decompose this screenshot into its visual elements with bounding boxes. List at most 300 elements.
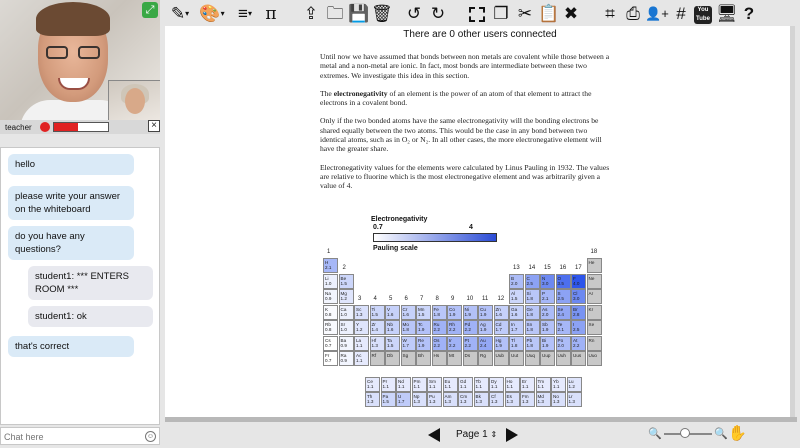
- element-cell: [489, 392, 504, 407]
- element-cell: [339, 351, 354, 366]
- paragraph-definition: The electronegativity of an element is the power of an atom of that element to attract the electrons in a covalent bond.: [320, 88, 592, 108]
- copy-icon[interactable]: ❐: [493, 4, 509, 23]
- element-value: 0.9: [340, 358, 347, 363]
- element-value: 1.1: [356, 342, 363, 348]
- page-navigator: [428, 427, 522, 443]
- horizontal-scrollbar[interactable]: [165, 417, 797, 422]
- element-symbol: Ta: [387, 337, 392, 343]
- element-cell: [370, 305, 385, 320]
- element-cell: [323, 289, 338, 304]
- element-cell: [567, 377, 582, 392]
- chat-input[interactable]: [4, 430, 139, 443]
- element-value: 1.9: [480, 327, 487, 332]
- math-symbol-icon[interactable]: π: [265, 4, 277, 24]
- element-cell: [396, 392, 411, 407]
- crop-icon[interactable]: ⌗: [605, 4, 615, 23]
- video-hair: [36, 2, 110, 36]
- element-cell: [412, 377, 427, 392]
- zoom-out-icon[interactable]: 🔍: [648, 428, 662, 440]
- paragraph-intro: Until now we have assumed that bonds between non metals are covalent while those between a metal and a non-metal are ionic. In fact, most bonds are intermediate between these two extremes. We investigate this idea in this section.: [320, 52, 610, 80]
- element-value: 1.4: [371, 327, 378, 332]
- group-number: 15: [544, 264, 551, 271]
- element-value: 2.2: [573, 342, 580, 348]
- element-value: 1.0: [340, 327, 347, 332]
- prev-page-icon[interactable]: [428, 428, 440, 442]
- element-cell: [571, 305, 586, 320]
- element-cell: [571, 336, 586, 351]
- element-value: 1.5: [418, 311, 425, 317]
- element-cell: [509, 274, 524, 289]
- element-cell: [509, 305, 524, 320]
- line-width-icon[interactable]: ≡▾: [238, 4, 252, 23]
- help-icon[interactable]: ?: [743, 4, 755, 23]
- open-folder-icon[interactable]: 🗀: [326, 4, 344, 23]
- connection-status: There are 0 other users connected: [403, 29, 557, 40]
- element-symbol: Cl: [573, 291, 578, 296]
- element-value: 1.8: [526, 296, 533, 301]
- element-cell: [587, 320, 602, 335]
- element-cell: [474, 377, 489, 392]
- element-symbol: La: [356, 337, 362, 343]
- element-value: 1.3: [506, 399, 513, 404]
- term-electronegativity: electronegativity: [333, 88, 388, 98]
- page-select[interactable]: Page 1 ⇕: [456, 429, 498, 440]
- element-symbol: Zr: [371, 322, 376, 327]
- element-symbol: F: [573, 275, 576, 281]
- element-cell: [478, 305, 493, 320]
- grid-icon[interactable]: #: [676, 4, 686, 23]
- element-value: 1.8: [402, 327, 409, 332]
- element-value: 1.6: [387, 311, 394, 317]
- group-number: 18: [590, 249, 598, 255]
- palette-icon[interactable]: 🎨▾: [199, 4, 225, 23]
- element-symbol: Si: [526, 291, 531, 296]
- group-number: 17: [575, 264, 582, 271]
- element-value: 1.1: [367, 383, 374, 389]
- zoom-in-icon[interactable]: 🔍: [714, 428, 728, 440]
- element-cell: [520, 377, 535, 392]
- element-symbol: Co: [449, 306, 455, 312]
- element-symbol: Ni: [464, 306, 469, 312]
- scale-max-label: 4: [469, 224, 473, 231]
- element-symbol: Ne: [588, 275, 595, 281]
- element-cell: [401, 305, 416, 320]
- element-value: 1.8: [526, 342, 533, 348]
- element-symbol: Y: [356, 322, 360, 327]
- element-symbol: Ba: [340, 337, 347, 343]
- element-cell: [458, 377, 473, 392]
- chat-message: student1: *** ENTERS ROOM ***: [28, 266, 153, 300]
- element-value: 1.0: [325, 280, 332, 286]
- element-symbol: K: [325, 306, 329, 312]
- element-symbol: Rf: [371, 353, 377, 358]
- element-cell: [432, 305, 447, 320]
- element-cell: [427, 377, 442, 392]
- element-symbol: Be: [340, 275, 347, 281]
- group-number: 3: [358, 295, 362, 302]
- element-symbol: Bk: [475, 394, 481, 399]
- element-symbol: Tc: [418, 322, 423, 327]
- element-cell: [556, 351, 571, 366]
- element-symbol: Re: [418, 337, 424, 343]
- element-value: 1.3: [367, 399, 374, 404]
- element-cell: [587, 289, 602, 304]
- element-symbol: Rn: [588, 337, 595, 343]
- element-symbol: Pu: [429, 394, 435, 399]
- element-cell: [365, 377, 380, 392]
- element-cell: [540, 351, 555, 366]
- element-cell: [370, 336, 385, 351]
- element-value: 1.9: [418, 342, 425, 348]
- element-cell: [354, 336, 369, 351]
- element-value: 2.4: [557, 311, 564, 317]
- element-cell: [370, 320, 385, 335]
- element-symbol: He: [588, 260, 595, 265]
- element-symbol: Zn: [495, 306, 501, 312]
- electronegativity-scale-bar: [373, 233, 497, 242]
- element-cell: [323, 305, 338, 320]
- element-value: 0.7: [325, 358, 332, 363]
- element-value: 1.3: [522, 399, 529, 404]
- element-cell: [551, 392, 566, 407]
- save-icon[interactable]: 💾: [348, 4, 370, 23]
- element-cell: [505, 377, 520, 392]
- element-value: 0.8: [325, 327, 332, 332]
- element-symbol: Mo: [402, 322, 409, 327]
- element-cell: [370, 351, 385, 366]
- element-cell: [385, 336, 400, 351]
- element-value: 1.1: [475, 383, 482, 389]
- element-symbol: Sr: [340, 322, 346, 327]
- element-cell: [323, 336, 338, 351]
- element-value: 1.3: [568, 399, 575, 404]
- element-symbol: Dy: [491, 378, 497, 384]
- element-cell: [587, 351, 602, 366]
- element-value: 2.2: [433, 342, 440, 348]
- element-cell: [525, 274, 540, 289]
- element-cell: [556, 320, 571, 335]
- next-page-icon[interactable]: [506, 428, 518, 442]
- element-symbol: Lu: [568, 378, 574, 384]
- element-cell: [509, 351, 524, 366]
- element-cell: [385, 305, 400, 320]
- element-cell: [416, 320, 431, 335]
- element-value: 1.1: [537, 383, 544, 389]
- element-value: 1.2: [340, 296, 347, 301]
- element-symbol: Pb: [526, 337, 533, 343]
- element-value: 1.6: [511, 311, 518, 317]
- element-symbol: Pd: [464, 322, 471, 327]
- paragraph-bonding: Only if the two bonded atoms have the same electronegativity will the bonding electrons be shared equally between the two atoms. This would be the case in any bond between two identical atoms, such as in O₂ or N₂. In all other cases, the more electronegative element will have the greater share.: [320, 116, 602, 154]
- element-cell: [463, 351, 478, 366]
- mic-level-meter: [53, 122, 109, 132]
- element-cell: [458, 392, 473, 407]
- element-symbol: Sn: [526, 322, 533, 327]
- element-cell: [536, 392, 551, 407]
- group-number: 9: [451, 295, 455, 302]
- element-value: 1.1: [522, 383, 529, 389]
- vertical-scrollbar[interactable]: [790, 26, 795, 418]
- pen-tool-icon[interactable]: ✎▾: [170, 4, 190, 23]
- periodic-table: [323, 216, 605, 404]
- teacher-video: [0, 0, 160, 120]
- chat-message: hello: [8, 154, 134, 175]
- element-value: 1.5: [371, 311, 378, 317]
- element-cell: [525, 351, 540, 366]
- element-cell: [401, 320, 416, 335]
- element-cell: [540, 305, 555, 320]
- element-cell: [401, 336, 416, 351]
- group-number: 11: [482, 295, 489, 302]
- periodic-table-title: Electronegativity: [371, 216, 428, 223]
- element-cell: [432, 320, 447, 335]
- element-value: 1.3: [429, 399, 436, 404]
- element-cell: [339, 305, 354, 320]
- delete-icon[interactable]: ✖: [563, 4, 579, 23]
- element-symbol: Tb: [475, 378, 481, 384]
- element-value: 2.1: [325, 265, 332, 270]
- element-cell: [540, 274, 555, 289]
- element-cell: [443, 392, 458, 407]
- element-symbol: U: [398, 394, 402, 399]
- element-cell: [587, 258, 602, 273]
- element-symbol: O: [557, 275, 562, 281]
- element-symbol: Ra: [340, 353, 347, 358]
- element-cell: [478, 320, 493, 335]
- element-value: 1.1: [429, 383, 436, 389]
- element-symbol: Po: [557, 337, 564, 343]
- element-symbol: Uub: [495, 353, 504, 358]
- element-value: 2.2: [449, 327, 456, 332]
- element-cell: [571, 351, 586, 366]
- group-number: 1: [327, 249, 331, 255]
- element-cell: [571, 274, 586, 289]
- add-user-icon[interactable]: 👤+: [645, 6, 669, 21]
- paste-icon[interactable]: 📋: [538, 4, 560, 23]
- element-cell: [520, 392, 535, 407]
- element-symbol: Na: [325, 291, 331, 296]
- print-icon[interactable]: ⎙: [626, 4, 640, 23]
- element-symbol: Uuo: [588, 353, 597, 358]
- element-cell: [323, 274, 338, 289]
- expand-video-icon[interactable]: ⤢: [142, 2, 158, 18]
- element-symbol: Sc: [356, 306, 362, 312]
- youtube-icon[interactable]: You Tube: [693, 3, 713, 25]
- element-symbol: Sg: [402, 353, 409, 358]
- element-symbol: Rh: [449, 322, 455, 327]
- close-video-button[interactable]: ×: [148, 120, 160, 132]
- group-number: 6: [404, 295, 408, 302]
- select-icon[interactable]: [466, 3, 488, 25]
- element-value: 1.6: [495, 311, 502, 317]
- element-value: 1.1: [460, 383, 467, 389]
- element-cell: [385, 351, 400, 366]
- teacher-label: teacher: [5, 123, 32, 132]
- element-cell: [525, 289, 540, 304]
- element-cell: [536, 377, 551, 392]
- element-symbol: Hs: [433, 353, 440, 358]
- element-value: 2.1: [542, 296, 549, 301]
- element-value: 2.0: [511, 280, 518, 286]
- element-value: 1.9: [418, 327, 425, 332]
- element-cell: [478, 351, 493, 366]
- element-symbol: Tm: [537, 378, 545, 384]
- element-value: 2.2: [464, 327, 471, 332]
- element-symbol: Ga: [511, 306, 518, 312]
- element-cell: [494, 336, 509, 351]
- element-symbol: N: [542, 275, 546, 281]
- element-cell: [505, 392, 520, 407]
- chat-message: student1: ok: [28, 306, 153, 327]
- element-value: 1.3: [460, 399, 467, 404]
- element-symbol: Rg: [480, 353, 486, 358]
- element-cell: [509, 289, 524, 304]
- element-symbol: Pt: [464, 337, 469, 343]
- element-symbol: Pa: [382, 394, 389, 399]
- element-cell: [509, 336, 524, 351]
- element-cell: [447, 305, 462, 320]
- group-number: 2: [342, 264, 346, 271]
- element-value: 4.0: [573, 280, 580, 286]
- element-value: 1.1: [506, 383, 513, 389]
- element-value: 1.1: [413, 383, 420, 389]
- element-value: 2.0: [542, 311, 549, 317]
- element-symbol: Md: [537, 394, 544, 399]
- element-value: 1.7: [398, 399, 405, 404]
- paragraph-pauling: Electronegativity values for the elements were calculated by Linus Pauling in 1932. The values are relative to fluorine which is the most electronegative element and was arbitrarily given a value of 4.: [320, 162, 610, 191]
- element-symbol: Hg: [495, 337, 502, 343]
- group-number: 14: [528, 264, 536, 271]
- element-value: 1.3: [491, 399, 498, 404]
- element-symbol: Ar: [588, 291, 594, 296]
- element-symbol: As: [542, 306, 548, 312]
- element-cell: [339, 336, 354, 351]
- element-symbol: Sm: [429, 378, 436, 384]
- element-cell: [494, 320, 509, 335]
- element-symbol: Uuq: [526, 353, 535, 358]
- emoji-icon[interactable]: ☺: [146, 433, 155, 440]
- element-cell: [567, 392, 582, 407]
- element-value: 1.9: [542, 327, 549, 332]
- element-value: 1.9: [449, 311, 456, 317]
- element-symbol: Mg: [340, 291, 347, 296]
- element-symbol: Er: [522, 378, 527, 384]
- element-symbol: Db: [387, 353, 393, 358]
- element-cell: [339, 320, 354, 335]
- element-cell: [365, 392, 380, 407]
- element-value: 3.5: [557, 280, 564, 286]
- cut-icon[interactable]: ✂: [517, 4, 533, 23]
- element-symbol: V: [387, 306, 391, 312]
- zoom-slider-handle[interactable]: [680, 428, 690, 438]
- teacher-bar: [0, 120, 160, 134]
- element-value: 2.5: [526, 280, 533, 286]
- element-value: 1.1: [553, 383, 560, 389]
- element-value: 1.2: [568, 383, 575, 389]
- element-cell: [494, 351, 509, 366]
- element-symbol: Yb: [553, 378, 559, 384]
- element-cell: [323, 351, 338, 366]
- element-cell: [385, 320, 400, 335]
- element-cell: [354, 320, 369, 335]
- student-video-thumbnail[interactable]: [108, 80, 160, 120]
- whiteboard[interactable]: [165, 26, 795, 418]
- element-value: 2.2: [449, 342, 456, 348]
- element-cell: [571, 320, 586, 335]
- element-cell: [427, 392, 442, 407]
- chat-input-bar: [0, 427, 160, 445]
- element-cell: [474, 392, 489, 407]
- element-symbol: Te: [557, 322, 563, 327]
- element-symbol: Sb: [542, 322, 548, 327]
- element-cell: [587, 336, 602, 351]
- element-symbol: Cm: [460, 394, 468, 399]
- group-number: 4: [373, 295, 377, 302]
- element-symbol: Uup: [542, 353, 551, 358]
- element-symbol: Ru: [433, 322, 440, 327]
- upload-icon[interactable]: ⇪: [303, 4, 319, 23]
- element-cell: [432, 336, 447, 351]
- element-cell: [478, 336, 493, 351]
- element-value: 1.5: [387, 342, 394, 348]
- element-cell: [556, 336, 571, 351]
- element-value: 1.3: [413, 399, 420, 404]
- pan-hand-icon[interactable]: ✋: [728, 425, 747, 442]
- element-symbol: Tl: [511, 337, 515, 343]
- group-number: 8: [435, 295, 439, 302]
- element-cell: [339, 289, 354, 304]
- element-value: 1.8: [433, 311, 440, 317]
- element-value: 1.3: [553, 399, 560, 404]
- element-symbol: Fr: [325, 353, 330, 358]
- toolbar: [160, 0, 800, 28]
- element-cell: [416, 305, 431, 320]
- element-value: 1.1: [356, 358, 363, 363]
- group-number: 7: [420, 295, 424, 302]
- element-symbol: Nd: [398, 378, 404, 384]
- element-cell: [381, 377, 396, 392]
- element-cell: [540, 336, 555, 351]
- element-symbol: Mn: [418, 306, 425, 312]
- element-symbol: H: [325, 260, 329, 265]
- element-cell: [525, 305, 540, 320]
- group-number: 16: [559, 264, 567, 271]
- element-symbol: At: [573, 337, 578, 343]
- element-symbol: I: [573, 322, 575, 327]
- scale-caption: Pauling scale: [373, 245, 418, 252]
- element-value: 1.3: [371, 342, 378, 348]
- element-cell: [509, 320, 524, 335]
- element-cell: [447, 320, 462, 335]
- trash-icon[interactable]: 🗑: [371, 4, 393, 23]
- element-value: 1.7: [511, 327, 518, 332]
- element-cell: [401, 351, 416, 366]
- element-cell: [540, 289, 555, 304]
- group-number: 10: [466, 295, 474, 302]
- element-symbol: Lr: [568, 394, 573, 399]
- element-symbol: Uut: [511, 353, 519, 358]
- element-cell: [323, 258, 338, 273]
- element-cell: [354, 351, 369, 366]
- redo-icon[interactable]: ↻: [430, 4, 446, 23]
- undo-icon[interactable]: ↺: [406, 4, 422, 23]
- group-number: 5: [389, 295, 393, 302]
- group-number: 13: [513, 264, 520, 271]
- screen-share-icon[interactable]: 🖥: [716, 4, 738, 23]
- element-cell: [339, 274, 354, 289]
- element-symbol: Np: [413, 394, 420, 399]
- element-value: 1.1: [382, 383, 389, 389]
